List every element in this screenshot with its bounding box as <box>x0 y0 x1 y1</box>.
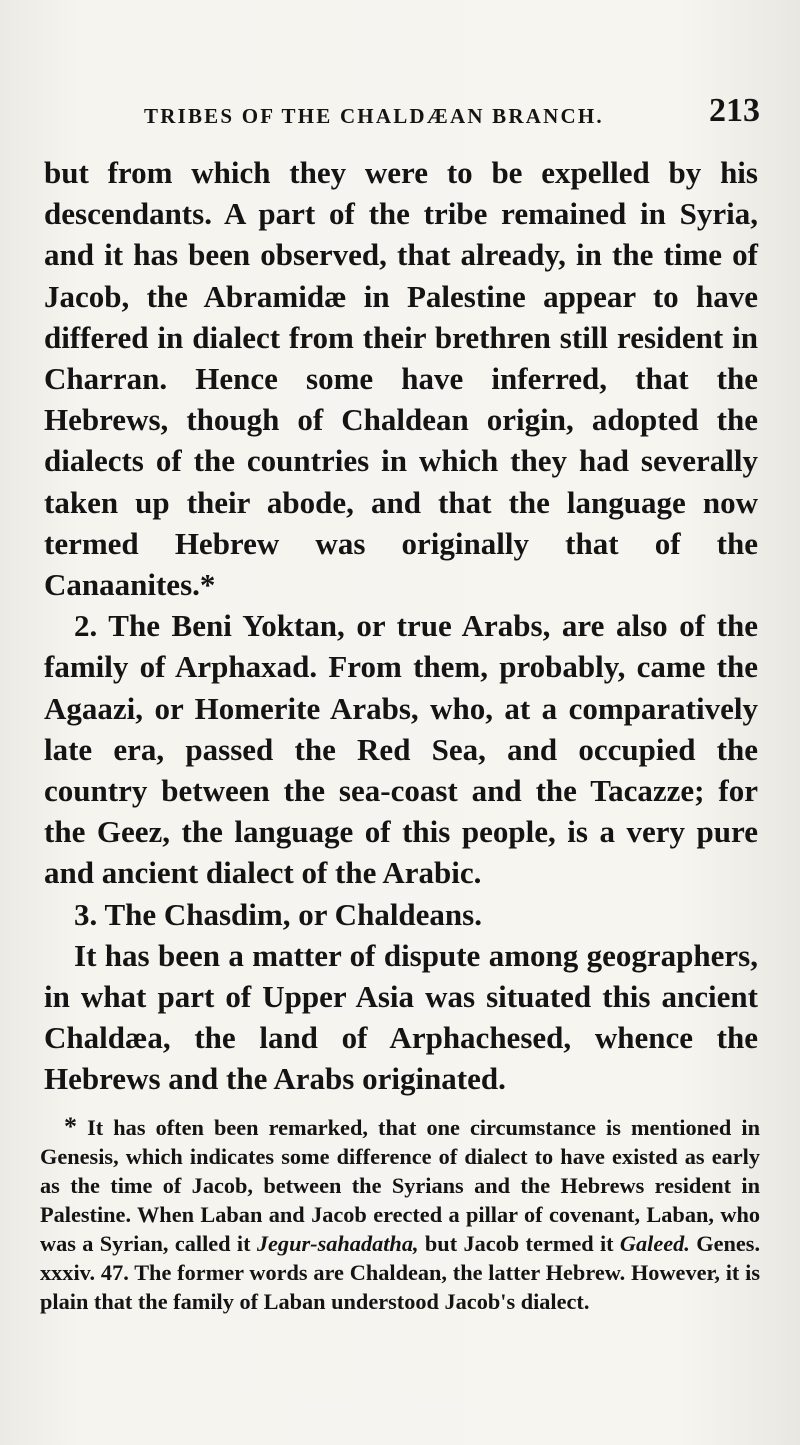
footnote <box>40 1112 760 1316</box>
paragraph-chaldaea: It has been a matter of dispute among geographers, in what part of Upper Asia was situated this ancient Chaldæa, the land of Arphachesed, whence the Hebrews and the Arabs originated. <box>44 937 758 1097</box>
footnote-hebrew-term: Galeed. <box>619 1231 690 1256</box>
running-head: TRIBES OF THE CHALDÆAN BRANCH. <box>144 104 604 128</box>
paragraph-continuation: but from which they were to be expelled by his descendants. A part of the tribe remained in Syria, and it has been observed, that already, in the time of Jacob, the Abramidæ in Palestine appear to have differed in dialect from their brethren still resident in Charran. Hence some have inferred, that the Hebrews, though of Chaldean origin, adopted the dialects of the countries in which they had severally taken up their abode, and that the language now termed Hebrew was originally that of the Canaanites.* <box>44 155 758 603</box>
footnote-text-2: but Jacob termed it <box>424 1231 614 1256</box>
paragraph-beni-yoktan: 2. The Beni Yoktan, or true Arabs, are also of the family of Arphaxad. From them, probably, came the Agaazi, or Homerite Arabs, who, at a comparatively late era, passed the Red Sea, and occupied the country between the sea-coast and the Tacazze; for the Geez, the language of this people, is a very pure and ancient dialect of the Arabic. <box>44 608 758 891</box>
main-text <box>44 152 758 1100</box>
footnote-marker: * <box>64 1112 77 1141</box>
footnote-paragraph <box>40 1112 760 1316</box>
footnote-text-1: It has often been remarked, that one circumstance is mentioned in Genesis, which indicates some difference of dialect to have existed as early as the time of Jacob, between the Syrians and the Hebrews resident in Palestine. When Laban and Jacob erected a pillar of covenant, Laban, who was a Syrian, called it <box>40 1115 760 1256</box>
paragraph-chasdim-heading: 3. The Chasdim, or Chaldeans. <box>74 896 482 932</box>
footnote-text-3: Genes. xxxiv. 47. The former words are Chaldean, the latter Hebrew. However, it is plain that the family of Laban understood Jacob's dialect. <box>40 1231 761 1314</box>
page-number: 213 <box>709 92 760 129</box>
footnote-syriac-term: Jegur-sahadatha, <box>256 1231 419 1256</box>
page-header <box>40 90 760 134</box>
